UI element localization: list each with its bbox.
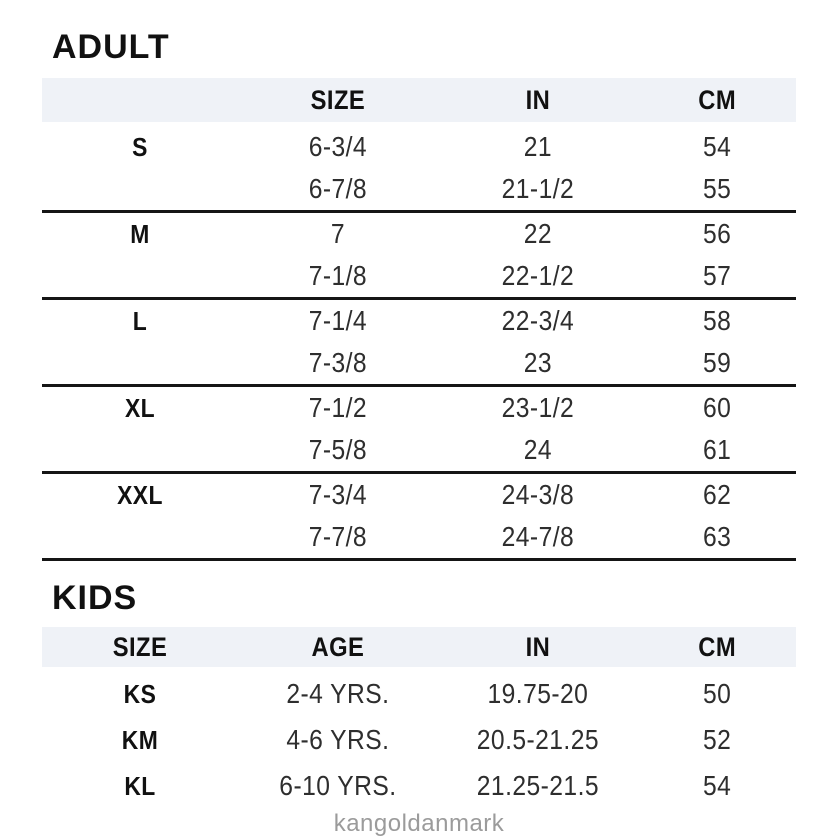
adult-table-header-row xyxy=(42,78,796,122)
cell-in: 24 xyxy=(523,434,552,465)
cell-in: 24-3/8 xyxy=(501,479,574,510)
cell-size: 7-7/8 xyxy=(308,521,368,552)
kids-table-body xyxy=(42,667,796,809)
cell-size: 7-3/4 xyxy=(308,479,368,510)
kids-header-age: AGE xyxy=(311,631,365,662)
table-row xyxy=(42,387,796,429)
cell-age: 2-4 YRS. xyxy=(286,678,390,709)
cell-size-label: KL xyxy=(124,770,156,801)
table-row xyxy=(42,474,796,516)
table-row xyxy=(42,168,796,210)
cell-cm: 57 xyxy=(702,260,731,291)
cell-in: 19.75-20 xyxy=(487,678,589,709)
adult-size-table xyxy=(42,78,796,561)
cell-size: 7 xyxy=(330,218,346,249)
kids-header-size: SIZE xyxy=(112,631,168,662)
table-row xyxy=(42,516,796,558)
cell-cm: 54 xyxy=(702,131,731,162)
cell-in: 22 xyxy=(523,218,552,249)
cell-cm: 55 xyxy=(702,173,731,204)
cell-in: 21-1/2 xyxy=(501,173,574,204)
cell-size: 7-3/8 xyxy=(308,347,368,378)
cell-size-label: M xyxy=(130,218,150,249)
cell-size-label: XXL xyxy=(117,479,163,510)
cell-size-label: KM xyxy=(121,724,159,755)
cell-cm: 58 xyxy=(702,305,731,336)
cell-in: 20.5-21.25 xyxy=(476,724,599,755)
table-row xyxy=(42,763,796,809)
size-group-s xyxy=(42,126,796,213)
table-row xyxy=(42,126,796,168)
cell-cm: 52 xyxy=(702,724,731,755)
cell-size-label: XL xyxy=(124,392,156,423)
cell-in: 21 xyxy=(523,131,552,162)
size-group-m xyxy=(42,213,796,300)
cell-age: 6-10 YRS. xyxy=(279,770,397,801)
kids-header-cm: CM xyxy=(697,631,736,662)
size-group-xl xyxy=(42,387,796,474)
table-row xyxy=(42,300,796,342)
table-row xyxy=(42,213,796,255)
cell-size: 7-5/8 xyxy=(308,434,368,465)
cell-size-label: S xyxy=(132,131,148,162)
cell-size: 7-1/2 xyxy=(308,392,368,423)
cell-size-label: KS xyxy=(123,678,157,709)
adult-header-in: IN xyxy=(525,84,551,115)
cell-in: 23-1/2 xyxy=(501,392,574,423)
cell-size-label: L xyxy=(132,305,148,336)
cell-cm: 61 xyxy=(702,434,731,465)
watermark-text: kangoldanmark xyxy=(333,810,505,837)
size-group-l xyxy=(42,300,796,387)
table-row xyxy=(42,255,796,297)
cell-size: 7-1/4 xyxy=(308,305,368,336)
table-row xyxy=(42,429,796,471)
adult-header-cm: CM xyxy=(697,84,736,115)
cell-cm: 63 xyxy=(702,521,731,552)
cell-cm: 59 xyxy=(702,347,731,378)
kids-size-table xyxy=(42,627,796,809)
cell-cm: 56 xyxy=(702,218,731,249)
cell-size: 6-7/8 xyxy=(308,173,368,204)
cell-cm: 54 xyxy=(702,770,731,801)
cell-in: 21.25-21.5 xyxy=(476,770,599,801)
kids-section-title: KIDS xyxy=(52,579,138,617)
kids-header-in: IN xyxy=(525,631,551,662)
cell-size: 7-1/8 xyxy=(308,260,368,291)
cell-size: 6-3/4 xyxy=(308,131,368,162)
adult-header-size: SIZE xyxy=(310,84,366,115)
cell-in: 23 xyxy=(523,347,552,378)
adult-table-body xyxy=(42,122,796,561)
cell-cm: 62 xyxy=(702,479,731,510)
cell-in: 22-3/4 xyxy=(501,305,574,336)
size-group-xxl xyxy=(42,474,796,561)
kids-table-header-row xyxy=(42,627,796,667)
cell-in: 24-7/8 xyxy=(501,521,574,552)
cell-cm: 50 xyxy=(702,678,731,709)
adult-section-title: ADULT xyxy=(52,28,170,66)
table-row xyxy=(42,342,796,384)
table-row xyxy=(42,717,796,763)
cell-cm: 60 xyxy=(702,392,731,423)
cell-age: 4-6 YRS. xyxy=(286,724,390,755)
cell-in: 22-1/2 xyxy=(501,260,574,291)
table-row xyxy=(42,671,796,717)
